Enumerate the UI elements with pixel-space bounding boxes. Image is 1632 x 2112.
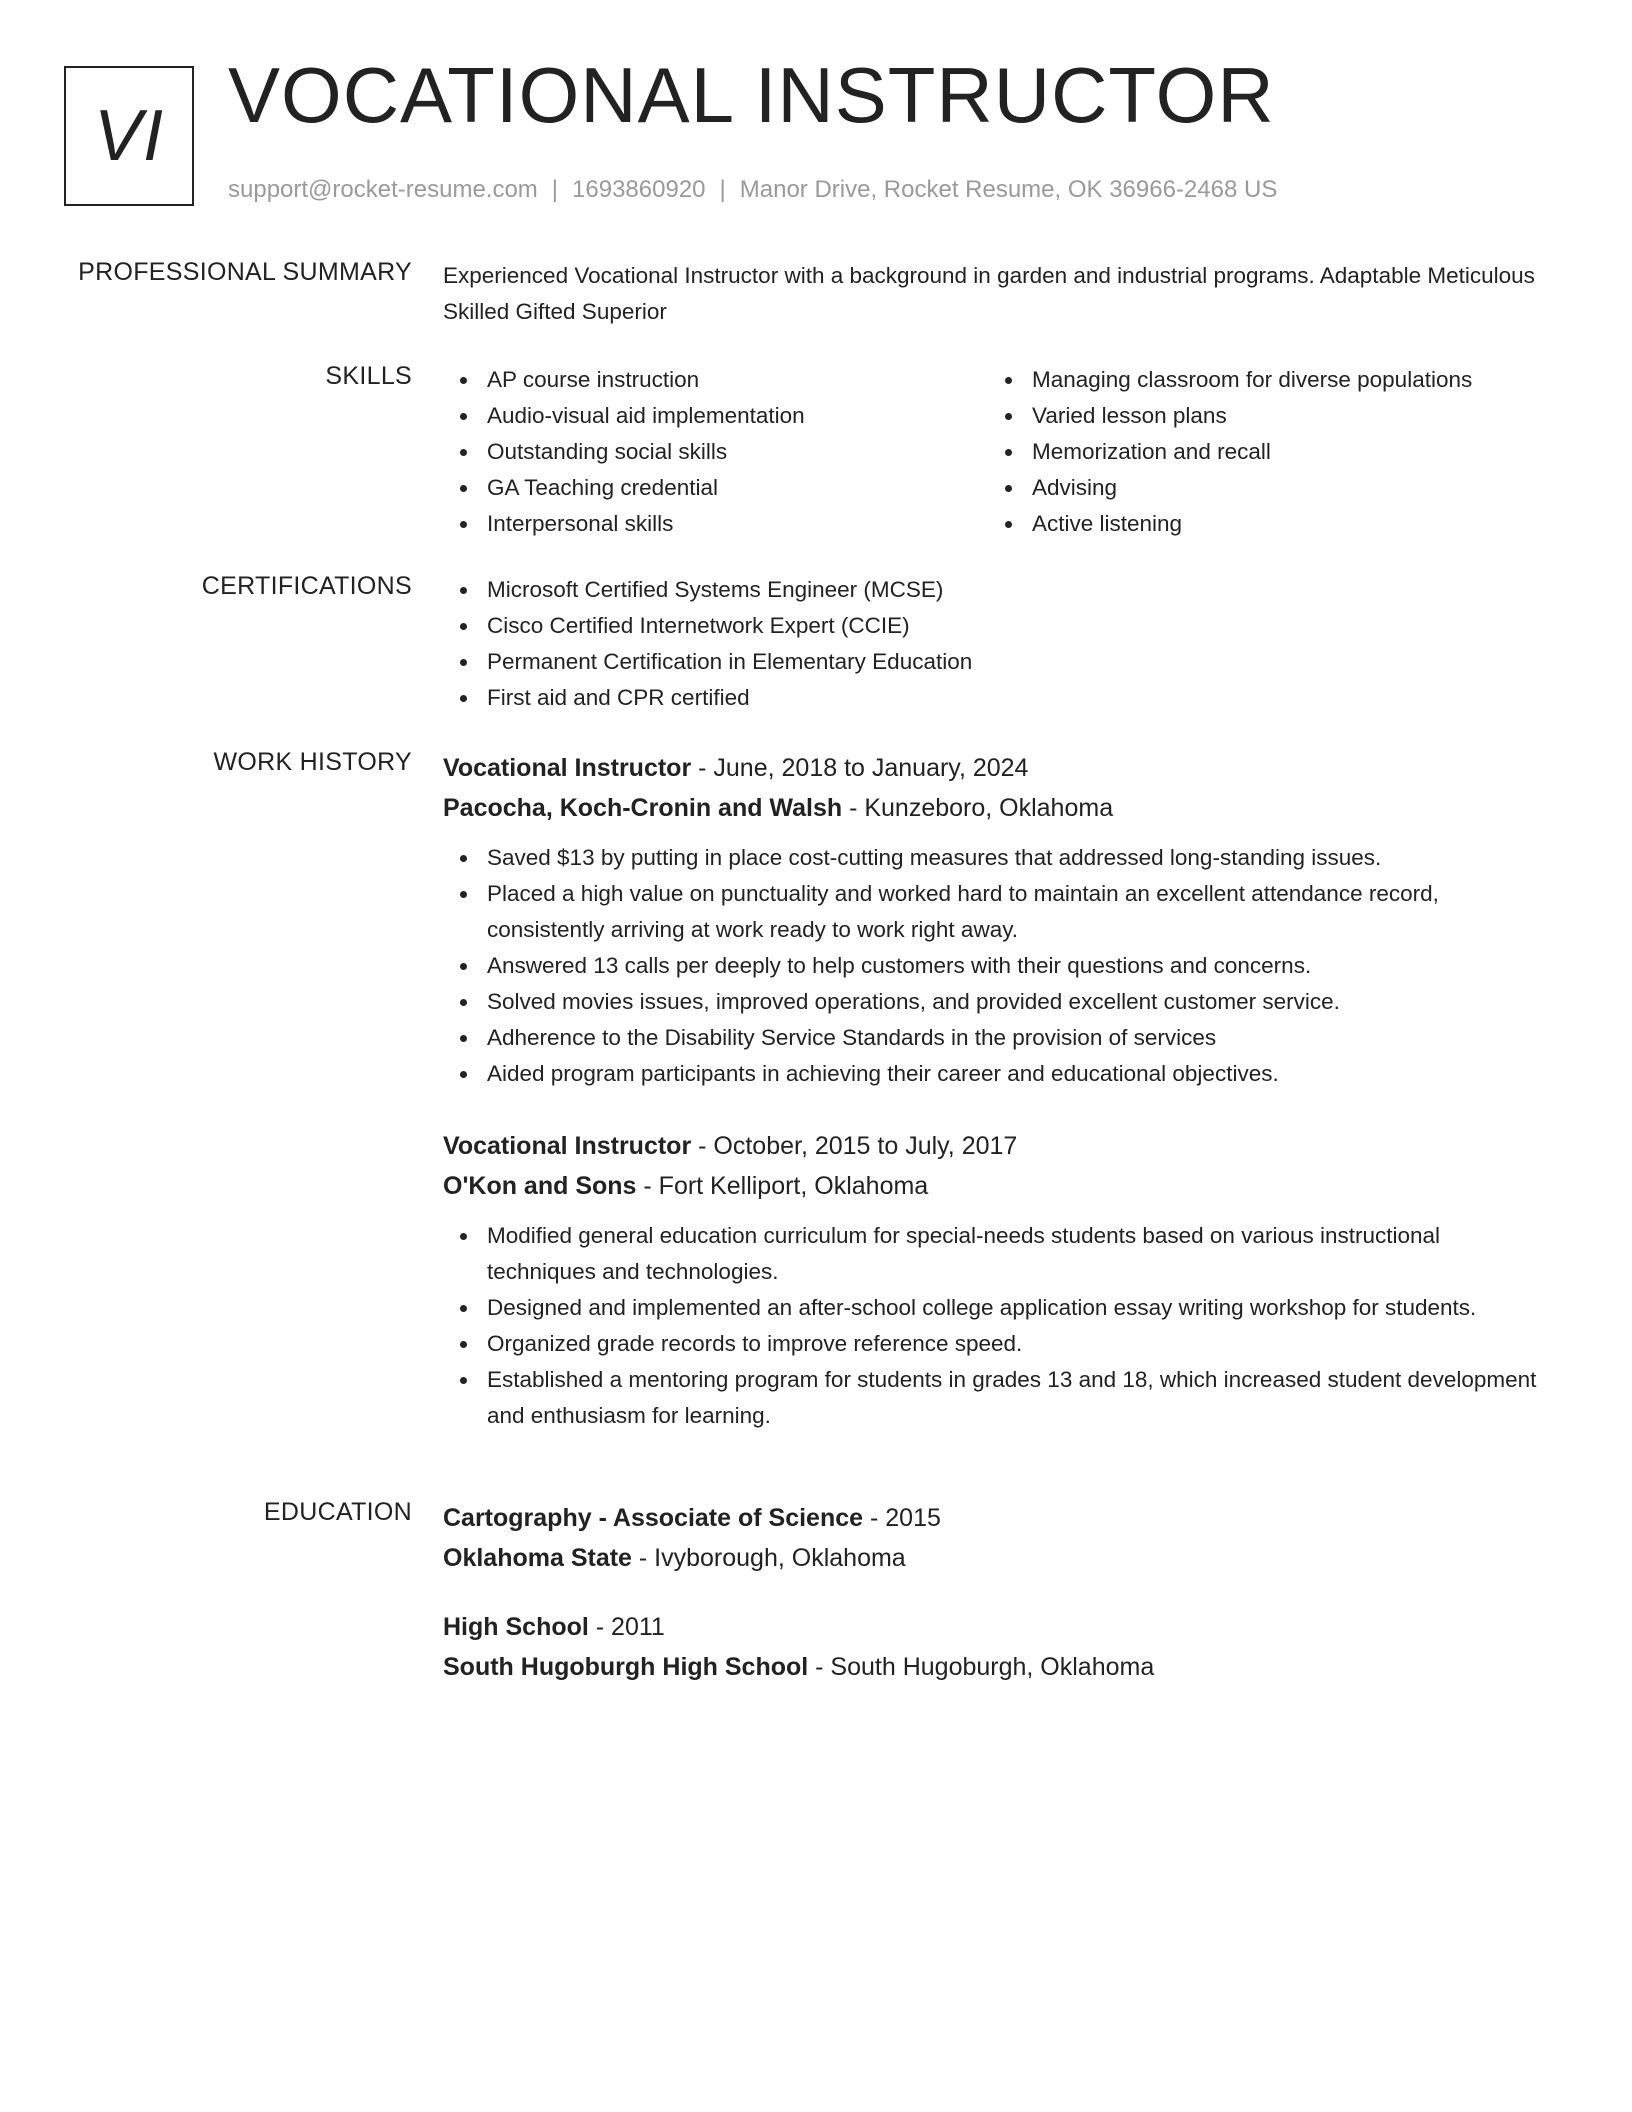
section-body: [443, 748, 1553, 1434]
education-year: - 2011: [588, 1613, 665, 1641]
job-dates: - June, 2018 to January, 2024: [691, 754, 1029, 782]
list-item: Answered 13 calls per deeply to help customers with their questions and concerns.: [443, 948, 1553, 984]
job-employer-line: [443, 1166, 1553, 1206]
education-school: Oklahoma State: [443, 1544, 632, 1572]
list-item: GA Teaching credential: [443, 470, 988, 506]
summary-text: Experienced Vocational Instructor with a background in garden and industrial programs. Adaptable Meticulous Skilled Gifted Superior: [443, 263, 1535, 324]
job-location: - Kunzeboro, Oklahoma: [842, 794, 1114, 822]
job-entry: [443, 1126, 1553, 1434]
education-school: South Hugoburgh High School: [443, 1653, 809, 1681]
contact-email: support@rocket-resume.com: [228, 176, 538, 203]
section-body: [443, 1498, 1553, 1687]
contact-phone: 1693860920: [572, 176, 706, 203]
education-entry: [443, 1607, 1553, 1687]
job-employer-line: [443, 788, 1553, 828]
list-item: Organized grade records to improve reference speed.: [443, 1326, 1553, 1362]
skills-right-column: [988, 362, 1533, 542]
education-entry: [443, 1498, 1553, 1578]
list-item: Memorization and recall: [988, 434, 1533, 470]
skills-grid: [443, 362, 1553, 542]
list-item: Permanent Certification in Elementary Education: [443, 644, 1553, 680]
list-item: Managing classroom for diverse populations: [988, 362, 1533, 398]
education-degree-line: [443, 1498, 1553, 1538]
job-bullets: [443, 1218, 1553, 1434]
list-item: Aided program participants in achieving their career and educational objectives.: [443, 1056, 1553, 1092]
section-body: [443, 362, 1553, 542]
section-body: [443, 258, 1553, 330]
education-degree: Cartography - Associate of Science: [443, 1504, 864, 1532]
candidate-name: VOCATIONAL INSTRUCTOR: [228, 51, 1275, 139]
job-location: - Fort Kelliport, Oklahoma: [636, 1172, 929, 1200]
education-school-line: [443, 1538, 1553, 1578]
list-item: Audio-visual aid implementation: [443, 398, 988, 434]
list-item: Microsoft Certified Systems Engineer (MCSE): [443, 572, 1553, 608]
section-label: CERTIFICATIONS: [201, 572, 412, 600]
education-year: - 2015: [863, 1504, 941, 1532]
education-location: - South Hugoburgh, Oklahoma: [808, 1653, 1155, 1681]
list-item: Established a mentoring program for students in grades 13 and 18, which increased student development and enthusiasm for learning.: [443, 1362, 1553, 1434]
contact-separator: |: [551, 176, 559, 203]
job-title-line: [443, 748, 1553, 788]
section-label: SKILLS: [325, 362, 412, 390]
list-item: Designed and implemented an after-school college application essay writing workshop for students.: [443, 1290, 1553, 1326]
list-item: Solved movies issues, improved operations, and provided excellent customer service.: [443, 984, 1553, 1020]
certifications-list: [443, 572, 1553, 716]
list-item: Adherence to the Disability Service Standards in the provision of services: [443, 1020, 1553, 1056]
job-employer: Pacocha, Koch-Cronin and Walsh: [443, 794, 843, 822]
list-item: Advising: [988, 470, 1533, 506]
job-title: Vocational Instructor: [443, 754, 692, 782]
list-item: First aid and CPR certified: [443, 680, 1553, 716]
section-label: PROFESSIONAL SUMMARY: [78, 258, 412, 286]
list-item: Outstanding social skills: [443, 434, 988, 470]
skills-left-column: [443, 362, 988, 542]
job-employer: O'Kon and Sons: [443, 1172, 637, 1200]
education-degree-line: [443, 1607, 1553, 1647]
list-item: Varied lesson plans: [988, 398, 1533, 434]
list-item: AP course instruction: [443, 362, 988, 398]
education-degree: High School: [443, 1613, 589, 1641]
education-location: - Ivyborough, Oklahoma: [631, 1544, 906, 1572]
list-item: Active listening: [988, 506, 1533, 542]
list-item: Cisco Certified Internetwork Expert (CCIE): [443, 608, 1553, 644]
section-label: WORK HISTORY: [213, 748, 412, 776]
education-school-line: [443, 1647, 1553, 1687]
job-dates: - October, 2015 to July, 2017: [691, 1132, 1018, 1160]
list-item: Modified general education curriculum for special-needs students based on various instructional techniques and technologies.: [443, 1218, 1553, 1290]
section-label: EDUCATION: [263, 1498, 412, 1526]
list-item: Interpersonal skills: [443, 506, 988, 542]
job-entry: [443, 748, 1553, 1092]
contact-line: [228, 176, 1277, 204]
section-body: [443, 572, 1553, 716]
job-title-line: [443, 1126, 1553, 1166]
monogram-badge: VI: [64, 66, 194, 206]
job-bullets: [443, 840, 1553, 1092]
list-item: Placed a high value on punctuality and worked hard to maintain an excellent attendance record, consistently arriving at work ready to work right away.: [443, 876, 1553, 948]
list-item: Saved $13 by putting in place cost-cutting measures that addressed long-standing issues.: [443, 840, 1553, 876]
contact-address: Manor Drive, Rocket Resume, OK 36966-2468 US: [739, 176, 1278, 203]
contact-separator: |: [719, 176, 726, 203]
job-title: Vocational Instructor: [443, 1132, 692, 1160]
